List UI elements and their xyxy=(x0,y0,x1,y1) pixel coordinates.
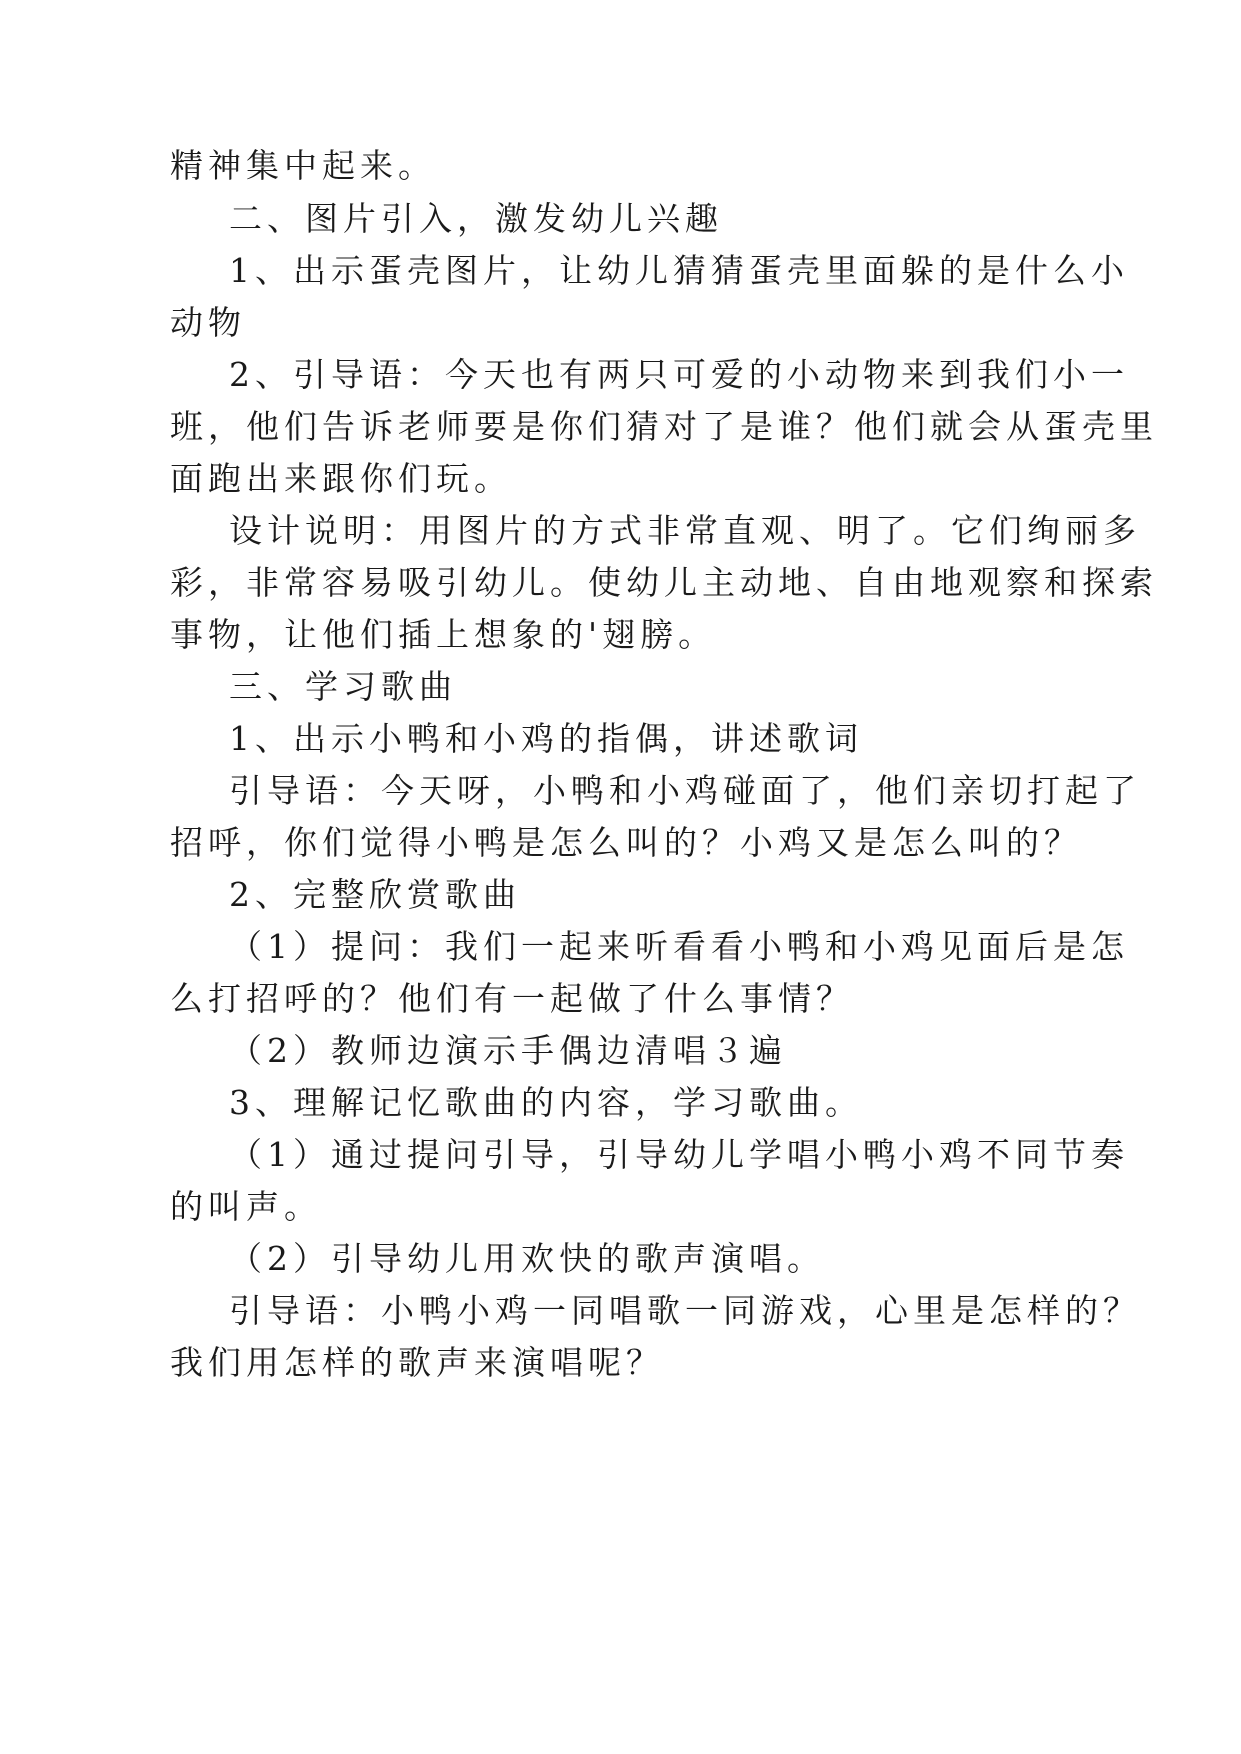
text-line: 班，他们告诉老师要是你们猜对了是谁？他们就会从蛋壳里 xyxy=(170,407,1158,446)
text-line: 引导语：小鸭小鸡一同唱歌一同游戏，心里是怎样的？ xyxy=(229,1291,1141,1330)
text-line: 么打招呼的？他们有一起做了什么事情？ xyxy=(170,979,854,1018)
text-line: （1）通过提问引导，引导幼儿学唱小鸭小鸡不同节奏 xyxy=(229,1135,1129,1174)
text-line: 事物，让他们插上想象的'翅膀。 xyxy=(170,615,717,654)
text-line: （2）引导幼儿用欢快的歌声演唱。 xyxy=(229,1239,825,1278)
text-line: 引导语：今天呀，小鸭和小鸡碰面了，他们亲切打起了 xyxy=(229,771,1141,810)
section-heading: 三、学习歌曲 xyxy=(229,667,457,706)
text-line: 动物 xyxy=(170,303,246,342)
text-line: 2、完整欣赏歌曲 xyxy=(229,875,521,914)
text-line: 设计说明：用图片的方式非常直观、明了。它们绚丽多 xyxy=(229,511,1141,550)
text-line: 精神集中起来。 xyxy=(170,146,436,185)
text-line: 的叫声。 xyxy=(170,1187,322,1226)
text-line: （2）教师边演示手偶边清唱３遍 xyxy=(229,1031,787,1070)
text-line: 3、理解记忆歌曲的内容，学习歌曲。 xyxy=(229,1083,863,1122)
section-heading: 二、图片引入，激发幼儿兴趣 xyxy=(229,199,723,238)
text-line: 2、引导语：今天也有两只可爱的小动物来到我们小一 xyxy=(229,355,1129,394)
text-line: 1、出示小鸭和小鸡的指偶，讲述歌词 xyxy=(229,719,863,758)
text-line: 面跑出来跟你们玩。 xyxy=(170,459,512,498)
text-line: 招呼，你们觉得小鸭是怎么叫的？小鸡又是怎么叫的？ xyxy=(170,823,1082,862)
text-line: （1）提问：我们一起来听看看小鸭和小鸡见面后是怎 xyxy=(229,927,1129,966)
text-line: 1、出示蛋壳图片，让幼儿猜猜蛋壳里面躲的是什么小 xyxy=(229,251,1129,290)
text-line: 我们用怎样的歌声来演唱呢？ xyxy=(170,1343,664,1382)
text-line: 彩，非常容易吸引幼儿。使幼儿主动地、自由地观察和探索 xyxy=(170,563,1158,602)
